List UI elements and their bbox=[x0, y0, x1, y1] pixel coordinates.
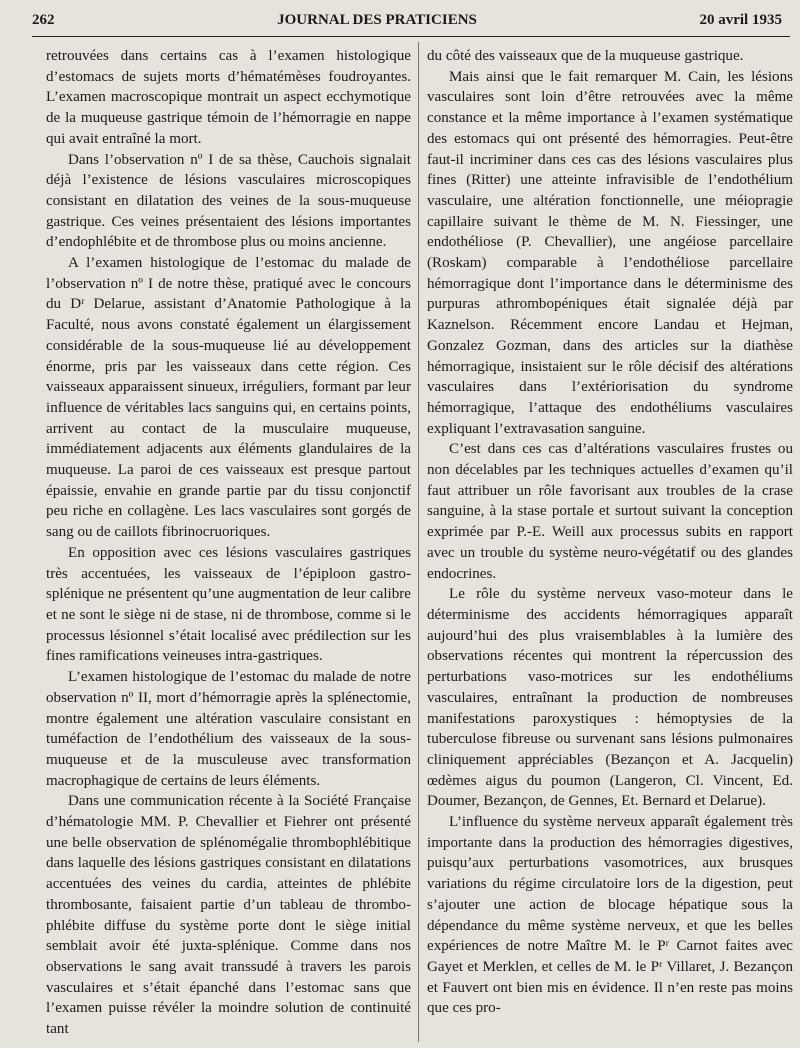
journal-title: JOURNAL DES PRATICIENS bbox=[277, 12, 477, 28]
column-divider bbox=[418, 42, 419, 1042]
paragraph: A l’examen histologique de l’estomac du malade de l’observation nº I de notre thèse, pratiqué avec le concours du Dʳ Delarue, assistant d’Anatomie Pathologique à la Faculté, nous avons constaté également un élargissement considérable de la sous-muqueuse lié au développement énorme, pris par les vaisseaux dans cette région. Ces vaisseaux apparaissent sinueux, irréguliers, formant par leur influence de véritables lacs sanguins qui, en certains points, arrivent au contact de la musculaire muqueuse, immédiatement adjacents aux éléments glandulaires de la muqueuse. La paroi de ces vaisseaux est presque partout épaissie, envahie en grande partie par du tissu conjonctif peu riche en collagène. Les lacs vasculaires sont gorgés de sang ou de caillots fibrinocruoriques. bbox=[46, 255, 411, 541]
paragraph: C’est dans ces cas d’altérations vasculaires frustes ou non décelables par les techniques actuelles d’examen qu’il faut attribuer un rôle favorisant aux troubles de la crase sanguine, à la stase portale et surtout suivant la conception exprimée par P.-E. Weill aux processus subits en rapport avec un trouble du système neuro-végétatif ou des glandes endocrines. bbox=[427, 441, 793, 582]
header-rule bbox=[32, 36, 790, 37]
paragraph: Dans l’observation nº I de sa thèse, Cauchois signalait déjà l’existence de lésions vasculaires microscopiques consistant en dilatation des veines de la sous-muqueuse gastrique. Ces veines présentaient des lésions importantes d’endophlébite et de thrombose plus ou moins ancienne. bbox=[46, 151, 411, 251]
paragraph: En opposition avec ces lésions vasculaires gastriques très accentuées, les vaisseaux de l’épiploon gastro-splénique ne présentent qu’une augmentation de leur calibre et ne sont le siège ni de stase, ni de thrombose, comme si le processus lésionnel s’était localisé avec prédilection sur les fines ramifications veineuses intra-gastriques. bbox=[46, 544, 411, 665]
paragraph: du côté des vaisseaux que de la muqueuse gastrique. bbox=[427, 48, 744, 64]
paragraph: L’influence du système nerveux apparaît également très importante dans la production des hémorragies digestives, puisqu’aux perturbations vasomotrices, aux brusques variations du régime circulatoire lors de la digestion, peut s’ajouter une action de blocage hépatique sous la dépendance du même système nerveux, et que les belles expériences de notre Maître M. le Pʳ Carnot faites avec Gayet et Merklen, et celles de M. le Pʳ Villaret, J. Bezançon et Fauvert ont bien mis en évidence. Il n’en reste pas moins que ces pro- bbox=[427, 814, 793, 1017]
issue-date: 20 avril 1935 bbox=[699, 12, 782, 28]
paragraph: retrouvées dans certains cas à l’examen histologique d’estomacs de sujets morts d’hématémèses foudroyantes. L’examen macroscopique montrait un aspect ecchymotique de la muqueuse gastrique témoin de l’hémorragie en nappe qui avait entraîné la mort. bbox=[46, 48, 411, 147]
paragraph: Le rôle du système nerveux vaso-moteur dans le déterminisme des accidents hémorragiques apparaît aujourd’hui des plus vraisemblables à la lumière des observations récentes qui montrent la répercussion des perturbations vaso-motrices sur les endothéliums vasculaires, entraînant la production de nombreuses manifestations paroxystiques : hémoptysies de la tuberculose fibreuse ou survenant sans lésions pulmonaires cliniquement appréciables (Bezançon et A. Jacquelin) œdèmes aigus du poumon (Langeron, Cl. Vincent, Ed. Doumer, Bezançon, de Gennes, Et. Bernard et Delarue). bbox=[427, 586, 793, 810]
paragraph: Mais ainsi que le fait remarquer M. Cain, les lésions vasculaires sont loin d’être retrouvées avec la même constance et la même importance à l’examen systématique des estomacs qui ont présenté des hémorragies. Peut-être faut-il incriminer dans ces cas des lésions vasculaires plus fines (Ritter) une atteinte infravisible de l’endothélium vasculaire, une altération fonctionnelle, une méiopragie capillaire suivant le thème de M. N. Fiessinger, une endothéliose (P. Chevallier), une angéiose parcellaire (Roskam) comparable à l’endothéliose parcellaire hémorragique dont l’importance dans le déterminisme des purpuras athrombopéniques était signalée déjà par Kaznelson. Récemment encore Landau et Hejman, Gonzalez Gozman, dans des articles sur la diathèse hémorragique, insistaient sur le rôle décisif des altérations vasculaires dans l’extériorisation du syndrome hémorragique, l’attaque des endothéliums vasculaires expliquant l’extravasation sanguine. bbox=[427, 68, 793, 437]
page-number: 262 bbox=[32, 12, 55, 28]
paragraph: Dans une communication récente à la Société Française d’hématologie MM. P. Chevallier et Fiehrer ont présenté une belle observation de splénomégalie thrombophlébitique dans laquelle des lésions gastriques consistant en dilatations accentuées des veines du cardia, atteintes de phlébite thrombosante, faisaient partie d’un tableau de thrombo-phlébite diffuse du système porte dont le siège initial semblait avoir été juxta-splénique. Comme dans nos observations le sang avait transsudé à travers les parois vasculaires et s’était épanché dans l’estomac sans que l’examen puisse révéler la moindre solution de continuité tant bbox=[46, 793, 411, 1038]
right-column bbox=[427, 46, 793, 1019]
paragraph: L’examen histologique de l’estomac du malade de notre observation nº II, mort d’hémorragie après la splénectomie, montre également une altération vasculaire consistant en tuméfaction de l’endothélium des vaisseaux de la sous-muqueuse et de la musculeuse avec transformation macrophagique de certains de leurs éléments. bbox=[46, 669, 411, 789]
running-header bbox=[32, 12, 782, 34]
left-column bbox=[46, 46, 411, 1040]
